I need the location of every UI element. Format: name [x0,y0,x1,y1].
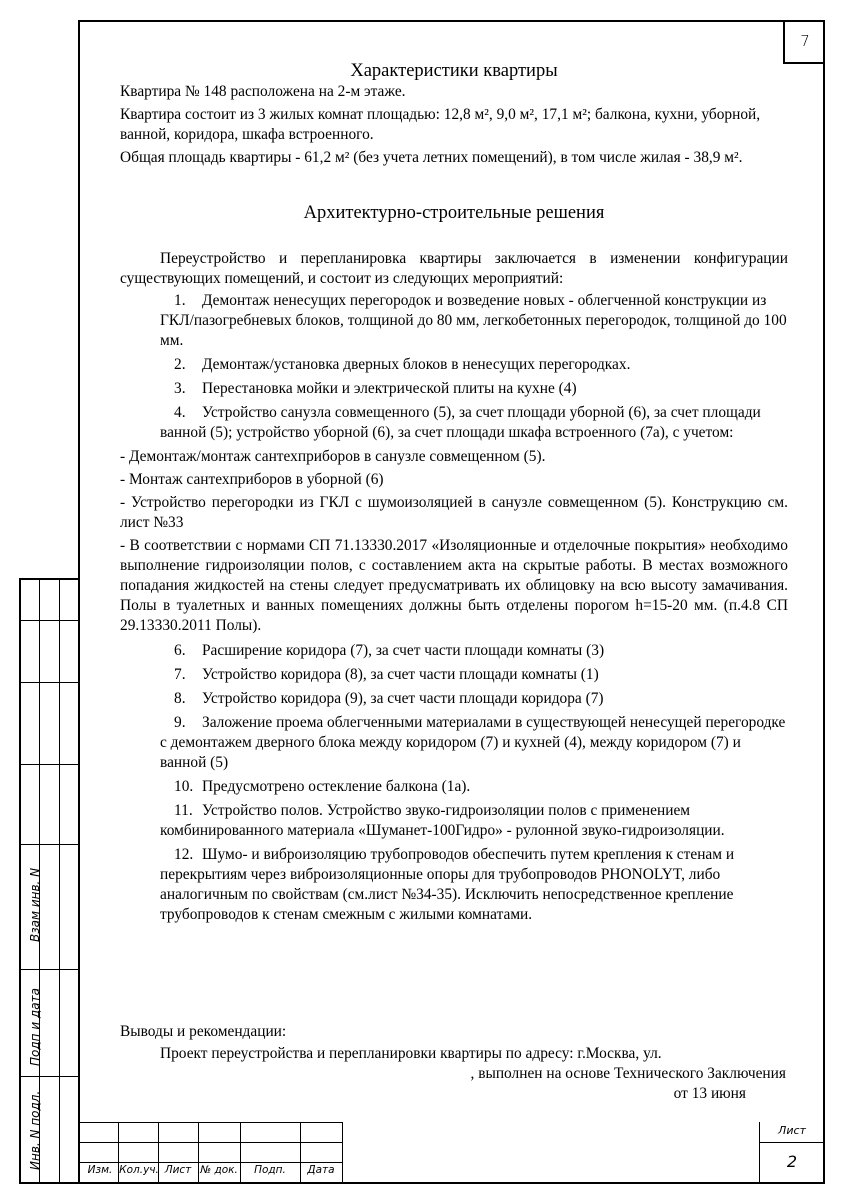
section-title: Архитектурно-строительные решения [303,203,605,223]
stamp-col-label: Дата [307,1164,335,1176]
item-text: Заложение проема облегченными материалами в существующей ненесущей перегородке с демонтажем дверного блока между коридором (7) и кухней (4), между коридором (7) и ванной (5) [160,714,786,771]
item-number: 10. [174,778,194,795]
stamp-divider [21,682,78,683]
list-item [160,403,788,443]
stamp-divider [759,1142,825,1143]
conclusion-line-3: от 13 июня [673,1085,746,1102]
conclusion-line-2: , выполнен на основе Технического Заключения [470,1065,786,1082]
item-text: Демонтаж ненесущих перегородок и возведение новых - облегченной конструкции из ГКЛ/пазогребневых блоков, толщиной до 80 мм, легкобетонных перегородок, толщиной до 100 мм. [160,292,787,349]
item-number: 6. [174,642,186,659]
stamp-col-label: Подп. [254,1164,286,1176]
stamp-divider [59,580,60,1182]
stamp-divider [21,969,78,970]
item-text: Устройство санузла совмещенного (5), за счет площади уборной (6), за счет площади ванной (5); устройство уборной (6), за счет площади шкафа встроенного (7а), с учетом: [160,404,761,441]
list-item [160,845,788,925]
conclusions [120,1022,788,1104]
characteristics-line-1: Квартира № 148 расположена на 2-м этаже. [120,83,406,100]
characteristics-line-3: Общая площадь квартиры - 61,2 м² (без учета летних помещений), в том числе жилая - 38,9 м². [120,149,743,166]
stamp-divider [21,764,78,765]
item-number: 8. [174,690,186,707]
stamp-label-replace: Взам инв. N [28,867,42,943]
list-item [160,355,788,375]
stamp-divider [21,620,78,621]
list-item [160,641,788,661]
item-number: 12. [174,846,194,863]
item-number: 11. [174,802,193,819]
item-number: 2. [174,356,186,373]
list-item [160,689,788,709]
item-text: Расширение коридора (7), за счет части площади комнаты (3) [202,642,605,659]
stamp-label-signature: Подп и дата [28,988,42,1066]
item-text: Предусмотрено остекление балкона (1а). [202,778,471,795]
characteristics-line-2: Квартира состоит из 3 жилых комнат площадью: 12,8 м², 9,0 м², 17,1 м²; балкона, кухни, уборной, ванной, коридора, шкафа встроенного. [120,106,761,143]
stamp-divider [342,1122,343,1184]
list-item [160,379,788,399]
item-number: 3. [174,380,186,397]
item-text: Перестановка мойки и электрической плиты на кухне (4) [202,380,577,397]
list-item [160,291,788,351]
item-number: 4. [174,404,186,421]
stamp-label-inventory: Инв. N подл. [28,1090,42,1170]
item-text: Шумо- и виброизоляцию трубопроводов обеспечить путем крепления к стенам и перекрытиям через виброизоляционные опоры для трубопроводов PHONOLYT, либо аналогичным по свойствам (см.лист №34-35). Исключить непосредственное крепление трубопроводов к стенам смежным с жилыми комнатами. [160,846,735,923]
stamp-col-label: Кол.уч. [119,1164,159,1176]
item-number: 1. [174,292,186,309]
item-text: Устройство полов. Устройство звуко-гидроизоляции полов с применением комбинированного материала «Шуманет-100Гидро» - рулонной звуко-гидроизоляции. [160,802,725,839]
stamp-col-label: № док. [200,1164,238,1176]
item-number: 9. [174,714,186,731]
conclusion-line-1: Проект переустройства и перепланировки квартиры по адресу: г.Москва, ул. [160,1045,662,1062]
sheet-label: Лист [778,1124,806,1137]
list-item [160,665,788,685]
title: Характеристики квартиры [350,61,558,81]
intro-paragraph: Переустройство и перепланировка квартиры заключается в изменении конфигурации существующих помещений, и состоит из следующих мероприятий: [120,250,788,287]
sheet-number-top: 7 [783,20,825,64]
stamp-col-label: Лист [164,1164,192,1176]
dash-item: - Монтаж сантехприборов в уборной (6) [120,471,384,488]
dash-item: - В соответствии с нормами СП 71.13330.2017 «Изоляционные и отделочные покрытия» необходимо выполнение гидроизоляции полов, с составлением акта на скрытые работы. В местах возможного попадания жидкостей на стены следует предусматривать их облицовку на всю высоту замачивания. Полы в туалетных и ванных помещениях должны быть отделены порогом h=15-20 мм. (п.4.8 СП 29.13330.2011 Полы). [120,537,788,634]
item-text: Устройство коридора (8), за счет части площади комнаты (1) [202,666,599,683]
list-item [160,801,788,841]
item-text: Демонтаж/установка дверных блоков в ненесущих перегородках. [202,356,631,373]
sheet-number: 2 [786,1152,798,1171]
item-number: 7. [174,666,186,683]
dash-item: - Демонтаж/монтаж сантехприборов в санузле совмещенном (5). [120,448,546,465]
dash-item: - Устройство перегородки из ГКЛ с шумоизоляцией в санузле совмещенном (5). Конструкцию см. лист №33 [120,494,788,531]
list-item [160,713,788,773]
stamp-col-label: Изм. [87,1164,113,1176]
document-body [120,56,788,929]
list-item [160,777,788,797]
item-text: Устройство коридора (9), за счет части площади коридора (7) [202,690,604,707]
conclusions-title: Выводы и рекомендации: [120,1023,287,1040]
